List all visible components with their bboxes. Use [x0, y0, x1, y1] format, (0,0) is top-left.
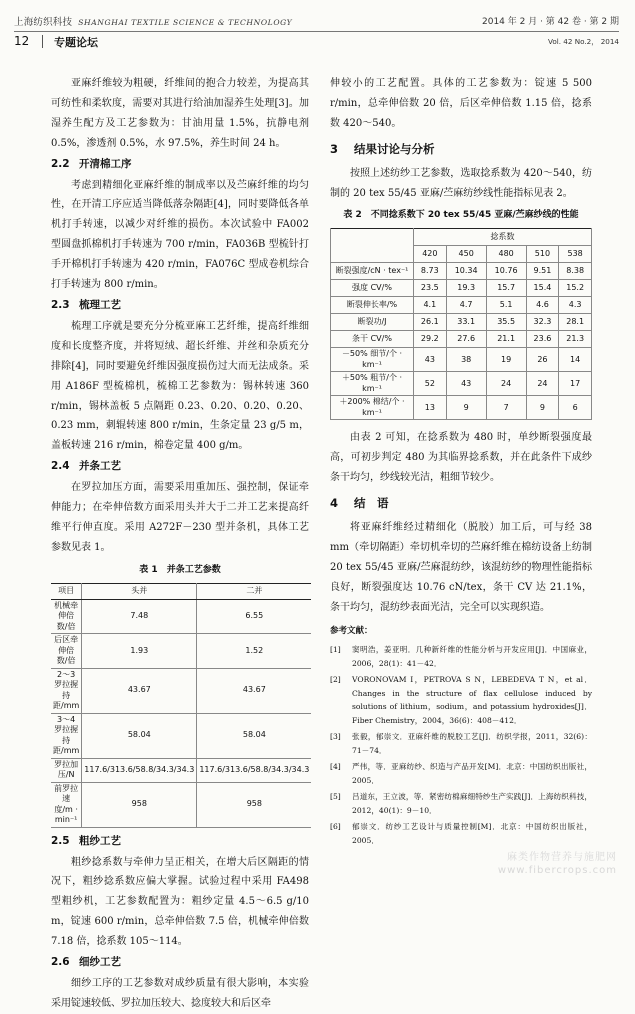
reference-item [330, 790, 592, 817]
section-title: 结果讨论与分析 [354, 141, 435, 156]
table-cell: 21.1 [486, 331, 526, 348]
table-cell: 6.55 [197, 599, 312, 634]
table-cell: 15.7 [486, 280, 526, 297]
table-cell: 13 [414, 396, 447, 420]
reference-number: [6] [330, 822, 341, 832]
section-number: 2.5 [51, 834, 70, 847]
table-cell: 9.51 [526, 263, 559, 280]
table-cell: 4.7 [446, 297, 486, 314]
reference-text: 严伟，等．亚麻纺纱、织造与产品开发[M]．北京：中国纺织出版社，2005． [352, 762, 592, 785]
journal-name-en: SHANGHAI TEXTILE SCIENCE & TECHNOLOGY [78, 18, 293, 27]
journal-name-cn: 上海纺织科技 [14, 17, 73, 28]
table-cell: 58.04 [82, 713, 197, 758]
watermark-url: www.fibercrops.com [497, 865, 617, 876]
continued-paragraph: 伸较小的工艺配置。具体的工艺参数为：锭速 5 500 r/min，总牵伸倍数 20 倍，后区牵伸倍数 1.15 倍，捻系数 420～540。 [330, 78, 592, 129]
table-cell: 35.5 [486, 314, 526, 331]
table-header-row [331, 229, 592, 246]
table-cell: 3～4 罗拉握持距/mm [51, 713, 82, 758]
section-2-2-text: 考虑到精细化亚麻纤维的制成率以及苎麻纤维的均匀性，在开清工序应适当降低落杂隔距[4]，同时要降低各单机打手转速，以减少对纤维的损伤。本次试验中 FA002 型圆盘抓棉机打手转速为 700 r/min，FA036B 型梳针打手开棉机打手转速为 420 r/min，FA076C 型成卷机综合打手转速为 800 r/min。 [51, 179, 309, 291]
reference-item [330, 673, 592, 727]
table-header-cell: 420 [414, 246, 447, 263]
table-cell: 117.6/313.6/58.8/34.3/34.3 [197, 758, 312, 782]
watermark-cn: 麻类作物营养与施肥网 [507, 852, 617, 863]
table-cell: 24 [526, 372, 559, 396]
table-cell: 117.6/313.6/58.8/34.3/34.3 [82, 758, 197, 782]
table-cell: 23.6 [526, 331, 559, 348]
table-header-cell: 480 [486, 246, 526, 263]
page-subheader [14, 34, 619, 50]
table-cell: 24 [486, 372, 526, 396]
table-cell: 14 [559, 348, 592, 372]
table-cell: 10.76 [486, 263, 526, 280]
table-row [51, 599, 311, 634]
header-rule [14, 31, 619, 32]
table-cell: 4.3 [559, 297, 592, 314]
table-row [331, 297, 592, 314]
section-title: 细纱工艺 [79, 956, 121, 969]
table-cell: 6 [559, 396, 592, 420]
running-header [14, 6, 619, 32]
table-cell: 8.73 [414, 263, 447, 280]
table-header-cell: 二并 [197, 583, 312, 599]
table-cell: 32.3 [526, 314, 559, 331]
reference-item [330, 730, 592, 757]
table-row [51, 782, 311, 827]
table-cell: 9 [526, 396, 559, 420]
journal-name [14, 14, 292, 28]
table-cell: 23.5 [414, 280, 447, 297]
table-cell: 52 [414, 372, 447, 396]
left-column [51, 74, 309, 1014]
table-cell: 强度 CV/% [331, 280, 414, 297]
table-cell: 8.38 [559, 263, 592, 280]
table-cell: 4.6 [526, 297, 559, 314]
reference-item [330, 760, 592, 787]
section-2-6-text: 细纱工序的工艺参数对成纱质量有很大影响，本实验采用锭速较低、罗拉加压较大、捻度较大和后区牵 [51, 978, 309, 1009]
table-cell: 4.1 [414, 297, 447, 314]
table-header-row [51, 583, 311, 599]
table-1 [51, 583, 311, 828]
table-row [51, 668, 311, 713]
section-4-heading [330, 494, 592, 514]
table-row [51, 713, 311, 758]
reference-number: [5] [330, 792, 341, 802]
table-2-caption: 表 2 不同捻系数下 20 tex 55/45 亚麻/苎麻纱线的性能 [343, 210, 579, 221]
section-2-5-heading [51, 832, 309, 852]
table-cell: 罗拉加压/N [51, 758, 82, 782]
table-group-header: 捻系数 [414, 229, 592, 246]
table-row [331, 331, 592, 348]
reference-text: VORONOVAM I，PETROVA S N，LEBEDEVA T N，et al．Changes in the structure of flax cellulose induced by solutions of lithium，sodium，and potassium hydroxides[J]．Fiber Chemistry，2004，36(6)：408－412． [352, 675, 592, 725]
table-cell: 10.34 [446, 263, 486, 280]
table-2 [330, 228, 592, 420]
table-header-cell: 510 [526, 246, 559, 263]
reference-text: 窦明浩，姜亚明．几种新纤维的性能分析与开发应用[J]．中国麻业，2006，28(1)：41－42． [352, 645, 592, 668]
section-title: 粗纱工艺 [79, 834, 121, 847]
table-cell: 2～3 罗拉握持距/mm [51, 668, 82, 713]
reference-item [330, 820, 592, 847]
table-cell: 17 [559, 372, 592, 396]
watermark [498, 851, 617, 877]
table-header-cell: 450 [446, 246, 486, 263]
section-number: 4 [330, 496, 339, 511]
table-cell: 958 [82, 782, 197, 827]
table-cell: 38 [446, 348, 486, 372]
table-row [331, 348, 592, 372]
table-cell: 7.48 [82, 599, 197, 634]
conclusion-text: 将亚麻纤维经过精细化（脱胶）加工后，可与经 38 mm（牵切隔距）牵切机牵切的苎麻纤维在棉纺设备上纺制 20 tex 55/45 亚麻/苎麻混纺纱，该混纺纱的物理性能指标良好，断裂强度达 10.76 cN/tex，条干 CV 达 21.1%，条干均匀，混纺纱表面光洁，完全可以实现织造。 [330, 521, 592, 613]
section-2-3-heading [51, 296, 309, 316]
section-3-heading [330, 140, 592, 160]
table-cell: 后区牵伸倍数/倍 [51, 634, 82, 669]
table-cell: 19 [486, 348, 526, 372]
section-title: 结 语 [354, 496, 389, 511]
table-row [331, 280, 592, 297]
table-cell: 15.2 [559, 280, 592, 297]
table-cell: 5.1 [486, 297, 526, 314]
table-cell: 9 [446, 396, 486, 420]
reference-number: [1] [330, 645, 341, 655]
table-cell: 43.67 [82, 668, 197, 713]
table-cell: 21.3 [559, 331, 592, 348]
table-row [51, 758, 311, 782]
section-number: 2.2 [51, 157, 70, 170]
page-number: 12 [14, 34, 30, 48]
table-header-cell [331, 229, 414, 263]
table-cell: 断裂强度/cN · tex⁻¹ [331, 263, 414, 280]
page-number-divider [42, 35, 43, 48]
reference-number: [2] [330, 675, 341, 685]
table-row [51, 634, 311, 669]
reference-text: 吕道东，王立波，等．紧密纺棉麻细特纱生产实践[J]．上海纺织科技，2012，40(1)：9－10． [352, 792, 592, 815]
table-cell: 58.04 [197, 713, 312, 758]
section-number: 2.6 [51, 956, 70, 969]
table-header-cell: 538 [559, 246, 592, 263]
table-row [331, 372, 592, 396]
table-cell: 33.1 [446, 314, 486, 331]
table-cell: 28.1 [559, 314, 592, 331]
section-number: 2.4 [51, 460, 70, 473]
table-cell: 43 [414, 348, 447, 372]
references-list [330, 643, 592, 847]
section-number: 2.3 [51, 298, 70, 311]
section-title: 梳理工艺 [79, 298, 121, 311]
table-header-cell: 头并 [82, 583, 197, 599]
reference-text: 郁崇文．纺纱工艺设计与质量控制[M]．北京：中国纺织出版社，2005． [352, 822, 592, 845]
table-row [331, 263, 592, 280]
table-cell: 27.6 [446, 331, 486, 348]
right-column [330, 74, 592, 850]
references-title: 参考文献： [330, 625, 373, 636]
table-cell: 条干 CV/% [331, 331, 414, 348]
section-title: 开清棉工序 [79, 157, 132, 170]
table-cell: －50% 细节/个 · km⁻¹ [331, 348, 414, 372]
section-2-5-text: 粗纱捻系数与牵伸力呈正相关，在增大后区隔距的情况下，粗纱捻系数应偏大掌握。试验过程中采用 FA498 型粗纱机，工艺参数配置为：粗纱定量 4.5～6.5 g/10 m，锭速 600 r/min，总牵伸倍数 7.5 倍，机械牵伸倍数 7.18 倍，捻系数 105～114。 [51, 856, 309, 948]
reference-item [330, 643, 592, 670]
section-3-text: 按照上述纺纱工艺参数，选取捻系数为 420～540，纺制的 20 tex 55/45 亚麻/苎麻纺纱线性能指标见表 2。 [330, 167, 592, 199]
section-2-3-text: 梳理工序就是要充分分梳亚麻工艺纤维，提高纤维细度和长度整齐度，并将短绒、超长纤维、并丝和杂质充分排除[4]，同时要避免纤维因强度损伤过大而无法成条。采用 A186F 型梳棉机，梳棉工艺参数为：锡林转速 360 r/min，锡林盖板 5 点隔距 0.23、0.20、0.20、0.20、0.23 mm，刺辊转速 800 r/min，生条定量 23 g/5 m，盖板转速 216 r/min，棉卷定量 400 g/m。 [51, 320, 309, 452]
table-cell: 前罗拉速度/m · min⁻¹ [51, 782, 82, 827]
issue-info: 2014 年 2 月 · 第 42 卷 · 第 2 期 [482, 17, 619, 27]
section-2-4-text: 在罗拉加压方面，需要采用重加压、强控制，保证牵伸能力；在牵伸倍数方面采用头并大于二并工艺来提高纤维平行伸直度。采用 A272F－230 型并条机，具体工艺参数见表 1。 [51, 482, 309, 553]
table-cell: 1.52 [197, 634, 312, 669]
result-paragraph: 由表 2 可知，在捻系数为 480 时，单纱断裂强度最高，可初步判定 480 为其临界捻系数，并在此条件下成纱条干均匀，纱线较光洁，粗细节较少。 [330, 432, 592, 484]
section-2-4-heading [51, 457, 309, 477]
table-row [331, 314, 592, 331]
table-cell: 43 [446, 372, 486, 396]
table-row [331, 396, 592, 420]
section-title: 并条工艺 [79, 460, 121, 473]
intro-paragraph: 亚麻纤维较为粗硬，纤维间的抱合力较差，为提高其可纺性和柔软度，需要对其进行给油加湿养生处理[3]。加湿养生配方及工艺参数为：甘油用量 1.5%，抗静电剂 0.5%，渗透剂 0.5%，水 97.5%，养生时间 24 h。 [51, 78, 309, 149]
section-2-6-heading [51, 953, 309, 973]
table-1-caption: 表 1 并条工艺参数 [139, 564, 221, 575]
table-cell: 26.1 [414, 314, 447, 331]
reference-number: [4] [330, 762, 341, 772]
table-cell: 1.93 [82, 634, 197, 669]
section-2-2-heading [51, 155, 309, 175]
reference-number: [3] [330, 732, 341, 742]
table-cell: 43.67 [197, 668, 312, 713]
column-name: 专题论坛 [54, 36, 98, 49]
table-cell: 机械牵伸倍数/倍 [51, 599, 82, 634]
table-cell: ＋50% 粗节/个 · km⁻¹ [331, 372, 414, 396]
table-cell: ＋200% 棉结/个 · km⁻¹ [331, 396, 414, 420]
table-header-cell: 项目 [51, 583, 82, 599]
table-cell: 断裂功/J [331, 314, 414, 331]
table-cell: 26 [526, 348, 559, 372]
volume-info: Vol. 42 No.2， 2014 [547, 37, 619, 46]
table-cell: 19.3 [446, 280, 486, 297]
table-cell: 958 [197, 782, 312, 827]
section-number: 3 [330, 141, 339, 156]
table-cell: 15.4 [526, 280, 559, 297]
reference-text: 张毅，郁崇文．亚麻纤维的脱胶工艺[J]．纺织学报，2011，32(6)：71－74． [352, 732, 592, 755]
table-cell: 7 [486, 396, 526, 420]
table-cell: 29.2 [414, 331, 447, 348]
table-cell: 断裂伸长率/% [331, 297, 414, 314]
